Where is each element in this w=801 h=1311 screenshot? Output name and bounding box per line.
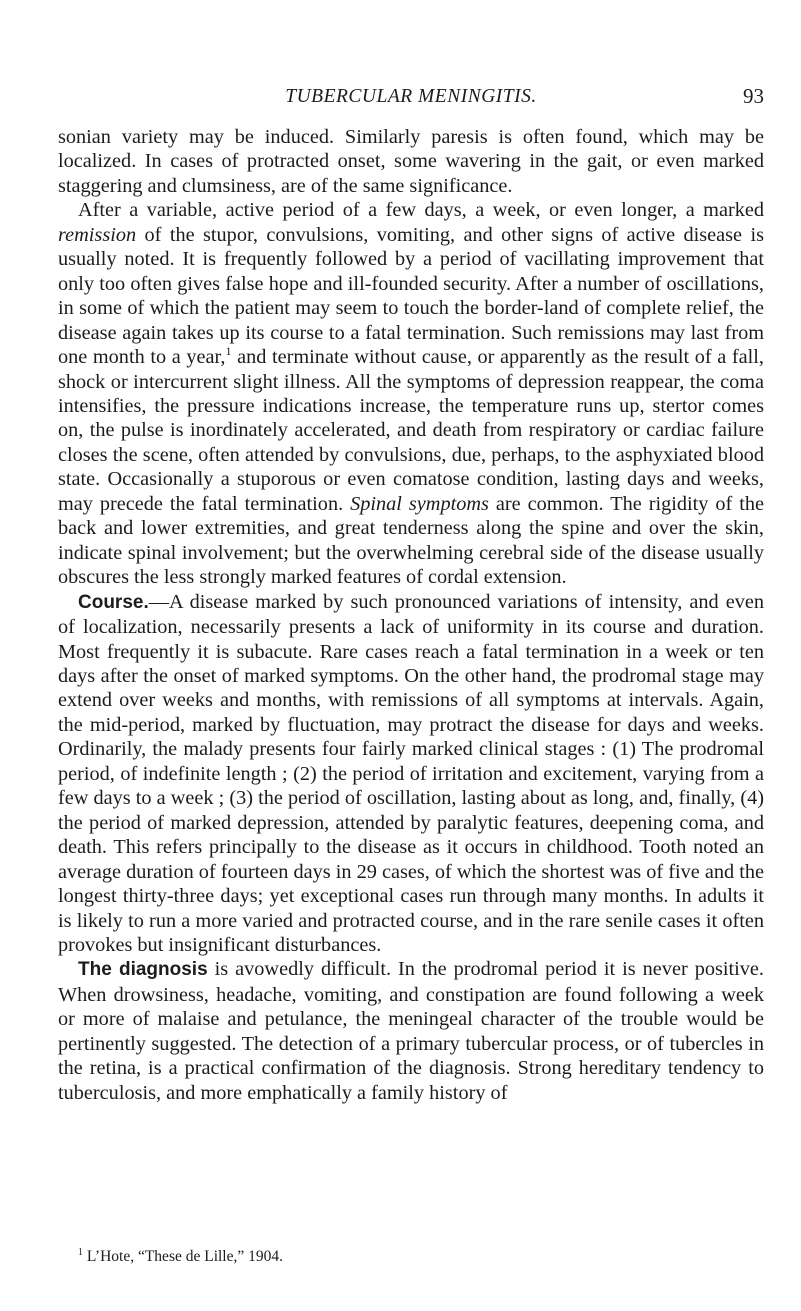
italic-term-spinal-symptoms: Spinal symptoms (350, 492, 489, 515)
text-run: is avowedly difficult. In the prodromal period it is never positive. When drowsiness, headache, vomiting, and constipation are found following a week or more of malaise and petulance, the meningeal character of the trouble would be pertinently suggested. The detection of a primary tubercular process, or of tubercles in the retina, is a practical confirmation of the diagnosis. Strong hereditary tendency to tuberculosis, and more emphatically a family history of (58, 958, 764, 1104)
text-run: After a variable, active period of a few days, a week, or even longer, a marked (78, 199, 764, 222)
italic-term-remission: remission (58, 223, 137, 246)
text-run: and terminate without cause, or apparently as the result of a fall, shock or intercurrent slight illness. All the symptoms of depression reappear, the coma intensifies, the pressure indications increase, the temperature runs up, stertor comes on, the pulse is inordinately accelerated, and death from respiratory or cardiac failure closes the scene, often attended by convulsions, due, perhaps, to the asphyxiated blood state. Occasionally a stuporous or even comatose condition, lasting days and weeks, may precede the fatal termination. (58, 346, 764, 515)
section-heading-diagnosis: The diagnosis (78, 959, 208, 981)
paragraph-continuation: sonian variety may be induced. Similarly paresis is often found, which may be localized. In cases of protracted onset, some wavering in the gait, or even marked staggering and clumsiness, are of the same significance. (58, 126, 764, 197)
paragraph-course (58, 590, 764, 958)
page-number: 93 (743, 84, 764, 108)
footnote (78, 1248, 764, 1266)
text-run: —A disease marked by such pronounced variations of intensity, and even of localization, necessarily presents a lack of uniformity in its course and duration. Most frequently it is subacute. Rare cases reach a fatal termination in a week or ten days after the onset of marked symptoms. On the other hand, the prodromal stage may extend over weeks and months, with remissions of all symptoms at intervals. Again, the mid-period, marked by fluctuation, may protract the disease for days and weeks. Ordinarily, the malady presents four fairly marked clinical stages : (1) The prodromal period, of indefinite length ; (2) the period of irritation and excitement, varying from a few days to a week ; (3) the period of oscillation, lasting about as long, and, finally, (4) the period of marked depression, attended by paralytic features, deepening coma, and death. This refers principally to the disease as it occurs in childhood. Tooth noted an average duration of fourteen days in 29 cases, of which the shortest was of five and the longest thirty-three days; yet exceptional cases run through many months. In adults it is likely to run a more varied and protracted course, and in the rare senile cases it often provokes but insignificant disturbances. (58, 590, 764, 956)
footnote-mark: 1 (78, 1246, 83, 1258)
body-text (58, 125, 764, 1105)
text-run: are common. The rigidity of the back and lower extremities, and great tenderness along the spine and over the skin, indicate spinal involvement; but the overwhelming cerebral side of the disease usually obscures the less strongly marked features of cordal extension. (58, 492, 764, 589)
footnote-text: L’Hote, “These de Lille,” 1904. (83, 1248, 284, 1265)
section-heading-course: Course. (78, 591, 149, 613)
running-head (58, 86, 764, 116)
footnote-reference: 1 (225, 344, 232, 359)
text-run: of the stupor, convulsions, vomiting, and other signs of active disease is usually noted. It is frequently followed by a period of vacillating improvement that only too often gives false hope and ill-founded security. After a number of oscillations, in some of which the patient may seem to touch the border-land of complete relief, the disease again takes up its course to a fatal termination. Such remissions may last from one month to a year, (58, 223, 764, 369)
paragraph-remission (58, 198, 764, 589)
running-title: TUBERCULAR MENINGITIS. (285, 86, 537, 107)
paragraph-diagnosis (58, 957, 764, 1105)
